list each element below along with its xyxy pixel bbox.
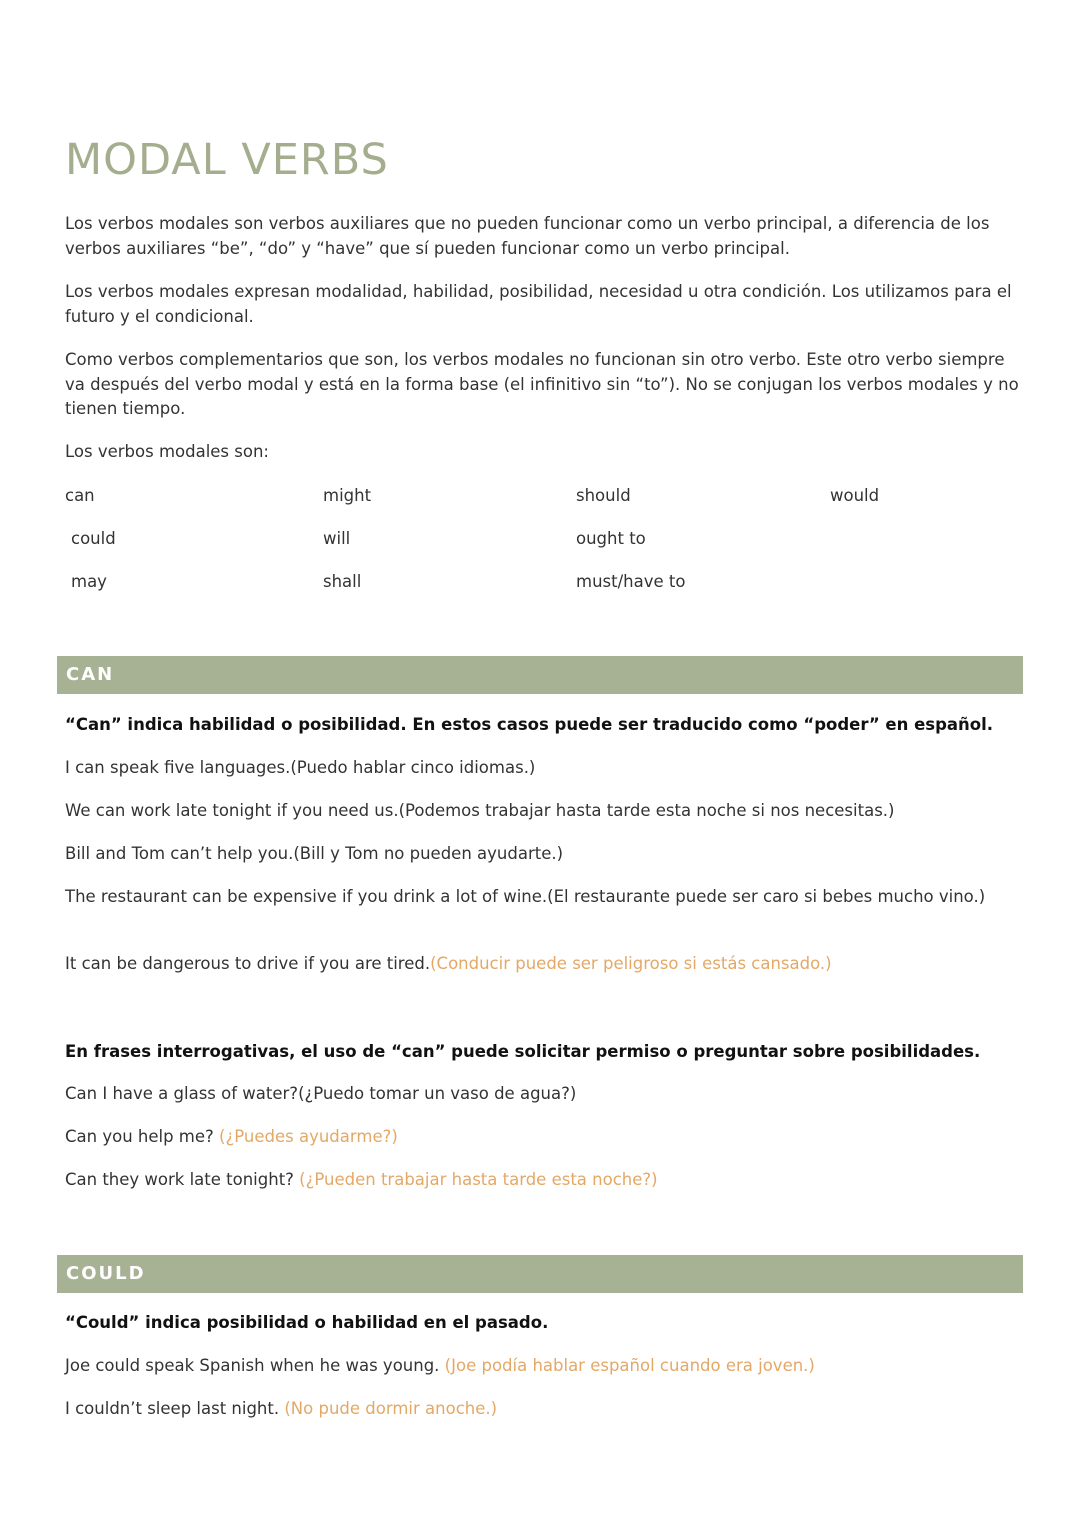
- can-intro: “Can” indica habilidad o posibilidad. En estos casos puede ser traducido como “poder” en español.: [65, 715, 994, 734]
- can-question-intro: En frases interrogativas, el uso de “can” puede solicitar permiso o preguntar sobre posibilidades.: [65, 1042, 981, 1061]
- example-english: Joe could speak Spanish when he was young.: [65, 1356, 445, 1375]
- example-translation: (Joe podía hablar español cuando era joven.): [444, 1356, 815, 1375]
- section-header-could: [57, 1255, 1023, 1293]
- example-english: I couldn’t sleep last night.: [65, 1399, 285, 1418]
- modal-list-label: Los verbos modales son:: [65, 442, 269, 461]
- question-english: Can they work late tonight?: [65, 1170, 300, 1189]
- modal-word: may: [71, 572, 107, 591]
- intro-paragraph-2: Los verbos modales expresan modalidad, habilidad, posibilidad, necesidad u otra condición. Los utilizamos para el futuro y el condicional.: [65, 282, 1012, 326]
- question-translation: (¿Puedes ayudarme?): [219, 1127, 398, 1146]
- example-english: We can work late tonight if you need us.: [65, 801, 399, 820]
- could-intro: “Could” indica posibilidad o habilidad en el pasado.: [65, 1313, 549, 1332]
- example-translation: (Bill y Tom no pueden ayudarte.): [293, 844, 564, 863]
- question-english: Can you help me?: [65, 1127, 220, 1146]
- example-translation: (No pude dormir anoche.): [284, 1399, 498, 1418]
- modal-word: should: [576, 486, 631, 505]
- modal-word: can: [65, 486, 95, 505]
- question-sentence: [65, 1082, 1020, 1107]
- question-english: Can I have a glass of water?: [65, 1084, 299, 1103]
- example-sentence: [65, 1397, 1020, 1422]
- example-sentence: [65, 952, 1020, 977]
- question-sentence: [65, 1125, 1020, 1150]
- example-translation: (Podemos trabajar hasta tarde esta noche si nos necesitas.): [398, 801, 895, 820]
- example-english: Bill and Tom can’t help you.: [65, 844, 294, 863]
- question-sentence: [65, 1168, 1020, 1193]
- example-english: It can be dangerous to drive if you are tired.: [65, 954, 431, 973]
- modal-word: shall: [323, 572, 362, 591]
- example-sentence: [65, 799, 1020, 824]
- intro-paragraph-1: Los verbos modales son verbos auxiliares que no pueden funcionar como un verbo principal, a diferencia de los verbos auxiliares “be”, “do” y “have” que sí pueden funcionar como un verbo principal.: [65, 214, 990, 258]
- example-sentence: [65, 842, 1020, 867]
- section-header-can: [57, 656, 1023, 694]
- section-header-label: COULD: [66, 1263, 146, 1284]
- page-title: MODAL VERBS: [65, 135, 389, 185]
- intro-paragraph-3: Como verbos complementarios que son, los verbos modales no funcionan sin otro verbo. Este otro verbo siempre va después del verbo modal y está en la forma base (el infinitivo sin “to”). No se conjugan los verbos modales y no tienen tiempo.: [65, 350, 1019, 418]
- example-english: I can speak five languages.: [65, 758, 291, 777]
- question-translation: (¿Pueden trabajar hasta tarde esta noche?): [299, 1170, 658, 1189]
- question-translation: (¿Puedo tomar un vaso de agua?): [298, 1084, 577, 1103]
- example-translation: (El restaurante puede ser caro si bebes mucho vino.): [547, 887, 986, 906]
- modal-word: might: [323, 486, 372, 505]
- example-sentence: [65, 756, 1020, 781]
- example-sentence: [65, 1354, 1020, 1379]
- example-translation: (Conducir puede ser peligroso si estás cansado.): [430, 954, 832, 973]
- modal-word: ought to: [576, 529, 646, 548]
- modal-word: must/have to: [576, 572, 686, 591]
- modal-word: will: [323, 529, 351, 548]
- modal-word: could: [71, 529, 116, 548]
- example-english: The restaurant can be expensive if you drink a lot of wine.: [65, 887, 548, 906]
- example-translation: (Puedo hablar cinco idiomas.): [290, 758, 536, 777]
- section-header-label: CAN: [66, 664, 115, 685]
- modal-word: would: [830, 486, 880, 505]
- example-sentence: [65, 885, 1020, 910]
